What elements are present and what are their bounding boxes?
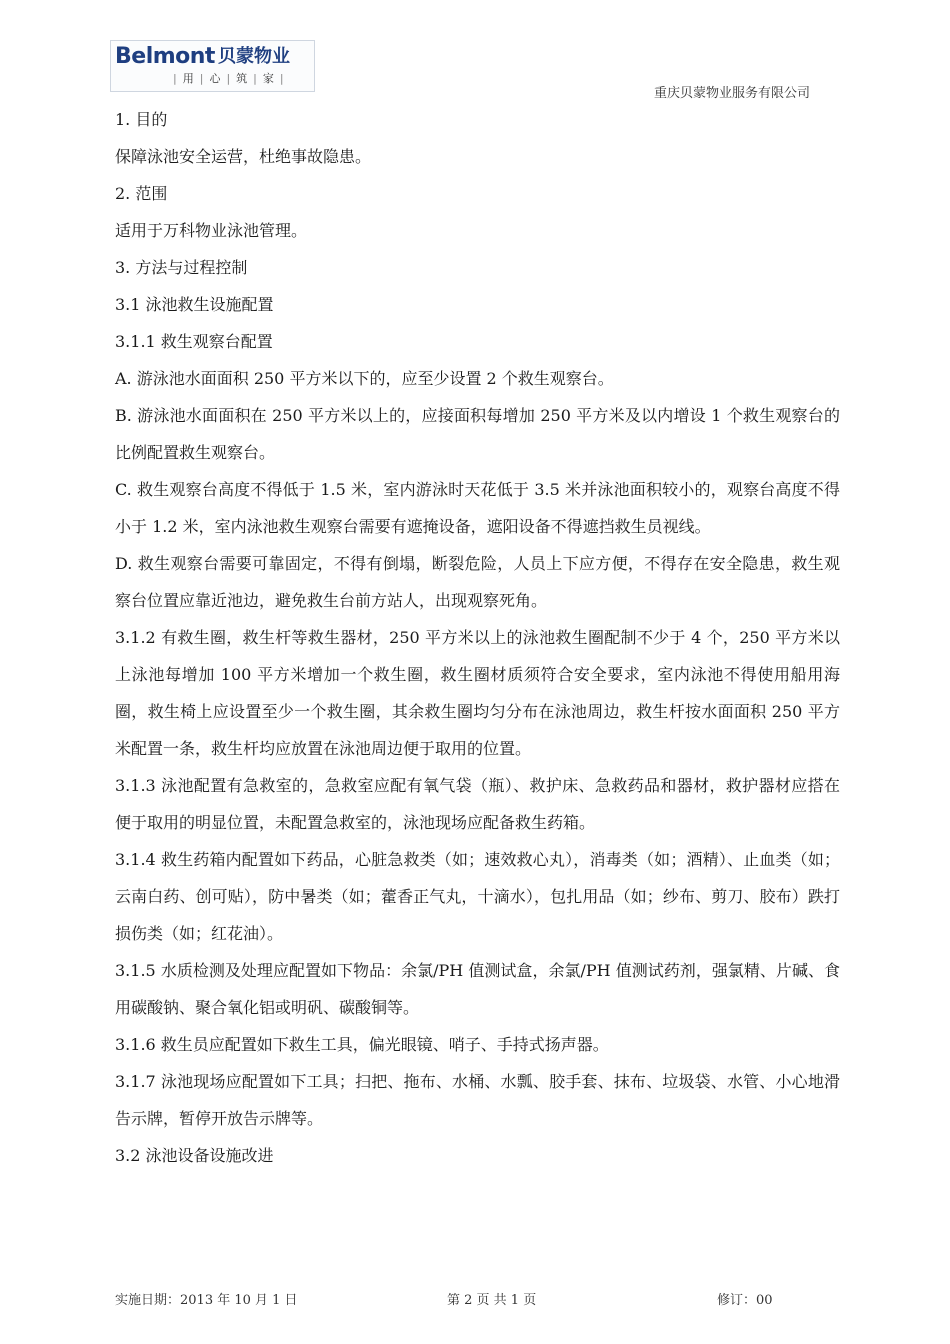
section-heading-purpose: 1. 目的 — [115, 110, 168, 129]
paragraph: 3.1.5 水质检测及处理应配置如下物品：余氯/PH 值测试盒，余氯/PH 值测试药剂，强氯精、片碱、食用碳酸钠、聚合氧化铝或明矾、碳酸铜等。 — [115, 961, 840, 1017]
subsection-heading: 3.1.1 救生观察台配置 — [115, 332, 273, 351]
slogan-char: 心 — [209, 72, 221, 85]
paragraph: 3.1.3 泳池配置有急救室的，急救室应配有氧气袋（瓶）、救护床、急救药品和器材，救护器材应搭在便于取用的明显位置，未配置急救室的，泳池现场应配备救生药箱。 — [115, 776, 840, 832]
paragraph: C. 救生观察台高度不得低于 1.5 米，室内游泳时天花低于 3.5 米并泳池面积较小的，观察台高度不得小于 1.2 米，室内泳池救生观察台需要有遮掩设备，遮阳设备不得遮挡救生员视线。 — [115, 480, 840, 536]
paragraph: A. 游泳池水面面积 250 平方米以下的，应至少设置 2 个救生观察台。 — [115, 369, 614, 388]
page-header — [110, 40, 845, 101]
slogan-char: 筑 — [236, 72, 248, 85]
paragraph: 适用于万科物业泳池管理。 — [115, 221, 308, 240]
paragraph: 3.1.6 救生员应配置如下救生工具，偏光眼镜、哨子、手持式扬声器。 — [115, 1035, 609, 1054]
logo-chinese-name: 贝蒙物业 — [217, 46, 290, 67]
paragraph: 3.1.7 泳池现场应配置如下工具；扫把、拖布、水桶、水瓢、胶手套、抹布、垃圾袋、水管、小心地滑告示牌，暂停开放告示牌等。 — [115, 1072, 840, 1128]
subsection-heading: 3.2 泳池设备设施改进 — [115, 1146, 274, 1165]
section-heading-method: 3. 方法与过程控制 — [115, 258, 248, 277]
slogan-char: 家 — [262, 72, 274, 85]
logo-wordmark — [115, 45, 290, 69]
company-name: 重庆贝蒙物业服务有限公司 — [653, 86, 810, 101]
paragraph: 保障泳池安全运营，杜绝事故隐患。 — [115, 147, 372, 166]
revision-number: 修订：00 — [717, 1293, 773, 1308]
paragraph: D. 救生观察台需要可靠固定，不得有倒塌，断裂危险，人员上下应方便，不得存在安全隐患，救生观察台位置应靠近池边，避免救生台前方站人，出现观察死角。 — [115, 554, 840, 610]
section-heading-scope: 2. 范围 — [115, 184, 168, 203]
company-logo — [110, 40, 315, 92]
logo-english-name: Belmont — [115, 44, 215, 69]
paragraph: 3.1.2 有救生圈，救生杆等救生器材，250 平方米以上的泳池救生圈配制不少于 4 个，250 平方米以上泳池每增加 100 平方米增加一个救生圈，救生圈材质须符合安全要求，室内泳池不得使用船用海圈，救生椅上应设置至少一个救生圈，其余救生圈均匀分布在泳池周边，救生杆按水面面积 250 平方米配置一条，救生杆均应放置在泳池周边便于取用的位置。 — [115, 628, 840, 758]
paragraph: 3.1.4 救生药箱内配置如下药品，心脏急救类（如；速效救心丸），消毒类（如；酒精）、止血类（如；云南白药、创可贴），防中暑类（如；藿香正气丸，十滴水），包扎用品（如；纱布、剪刀、胶布）跌打损伤类（如；红花油）。 — [115, 850, 840, 943]
page-number: 第 2 页 共 1 页 — [447, 1293, 537, 1308]
implementation-date: 实施日期：2013 年 10 月 1 日 — [115, 1293, 298, 1308]
page-footer — [115, 1289, 840, 1309]
paragraph: B. 游泳池水面面积在 250 平方米以上的，应接面积每增加 250 平方米及以内增设 1 个救生观察台的比例配置救生观察台。 — [115, 406, 840, 462]
subsection-heading: 3.1 泳池救生设施配置 — [115, 295, 274, 314]
document-body — [115, 101, 840, 1174]
logo-slogan: | 用 | 心 | 筑 | 家 | — [173, 72, 284, 85]
slogan-char: 用 — [182, 72, 194, 85]
